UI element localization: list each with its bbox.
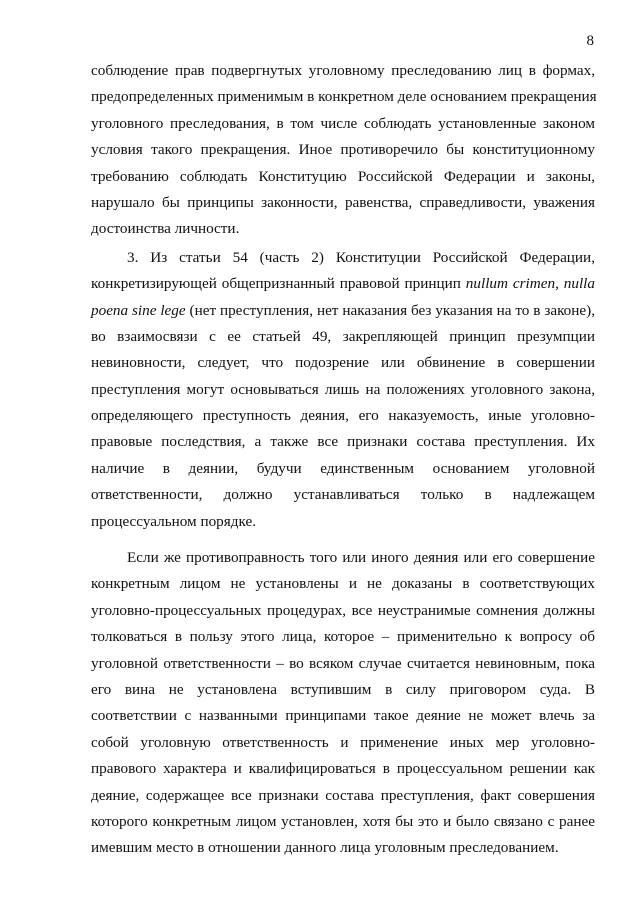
text-line: конкретизирующей общепризнанный правовой принцип nullum crimen, nulla (91, 275, 595, 293)
text-line: условия такого прекращения. Иное противоречило бы конституционному (91, 141, 595, 159)
text-line: правовые последствия, а также все признаки состава преступления. Их (91, 433, 595, 451)
text-line: Если же противоправность того или иного деяния или его совершение (127, 549, 595, 567)
text-line: которого конкретным лицом установлен, хотя бы это и было связано с ранее (91, 812, 595, 830)
page-number: 8 (586, 33, 594, 49)
paragraph (91, 58, 595, 243)
text-line: во взаимосвязи с ее статьей 49, закрепляющей принцип презумпции (91, 327, 595, 345)
text-line: достоинства личности. (91, 220, 240, 238)
text-line: нарушало бы принципы законности, равенства, справедливости, уважения (91, 193, 595, 211)
text-line: собой уголовную ответственность и применение иных мер уголовно- (91, 733, 595, 751)
paragraph (91, 245, 595, 535)
text-line: имевшим место в отношении данного лица уголовным преследованием. (91, 839, 559, 857)
text-line: преступления могут основываться лишь на положениях уголовного закона, (91, 380, 595, 398)
text-line: требованию соблюдать Конституцию Российской Федерации и законы, (91, 167, 595, 185)
text-line: соблюдение прав подвергнутых уголовному преследованию лиц в формах, (91, 62, 595, 79)
text-line: 3. Из статьи 54 (часть 2) Конституции Российской Федерации, (127, 248, 595, 266)
latin-maxim: nullum crimen, nulla (465, 275, 595, 293)
text-line: деяние, содержащее все признаки состава преступления, факт совершения (91, 786, 595, 804)
text-line: правового характера и квалифицироваться в процессуальном решении как (91, 760, 595, 778)
text-line: невиновности, следует, что подозрение или обвинение в совершении (91, 354, 595, 372)
text-line: предопределенных применимым в конкретном деле основанием прекращения (91, 88, 597, 106)
latin-maxim: poena sine lege (91, 301, 186, 319)
text-line: толковаться в пользу этого лица, которое – применительно к вопросу об (91, 628, 595, 646)
text-line: определяющего преступность деяния, его наказуемость, иные уголовно- (91, 407, 595, 425)
text-line: его вина не установлена вступившим в силу приговором суда. В (91, 680, 595, 698)
text-line: уголовно-процессуальных процедурах, все неустранимые сомнения должны (91, 601, 595, 619)
text-line: процессуальном порядке. (91, 512, 257, 530)
text-line: poena sine lege (нет преступления, нет наказания без указания на то в законе), (91, 301, 595, 319)
document-body (91, 58, 595, 862)
text-line: ответственности, должно устанавливаться только в надлежащем (91, 486, 595, 504)
text-line: уголовного преследования, в том числе соблюдать установленные законом (91, 114, 595, 132)
text-line: уголовной ответственности – во всяком случае считается невиновным, пока (91, 654, 595, 672)
text-line: соответствии с названными принципами такое деяние не может влечь за (91, 707, 595, 725)
text-line: наличие в деянии, будучи единственным основанием уголовной (91, 459, 595, 477)
paragraph (91, 545, 595, 862)
text-line: конкретным лицом не установлены и не доказаны в соответствующих (91, 575, 595, 593)
